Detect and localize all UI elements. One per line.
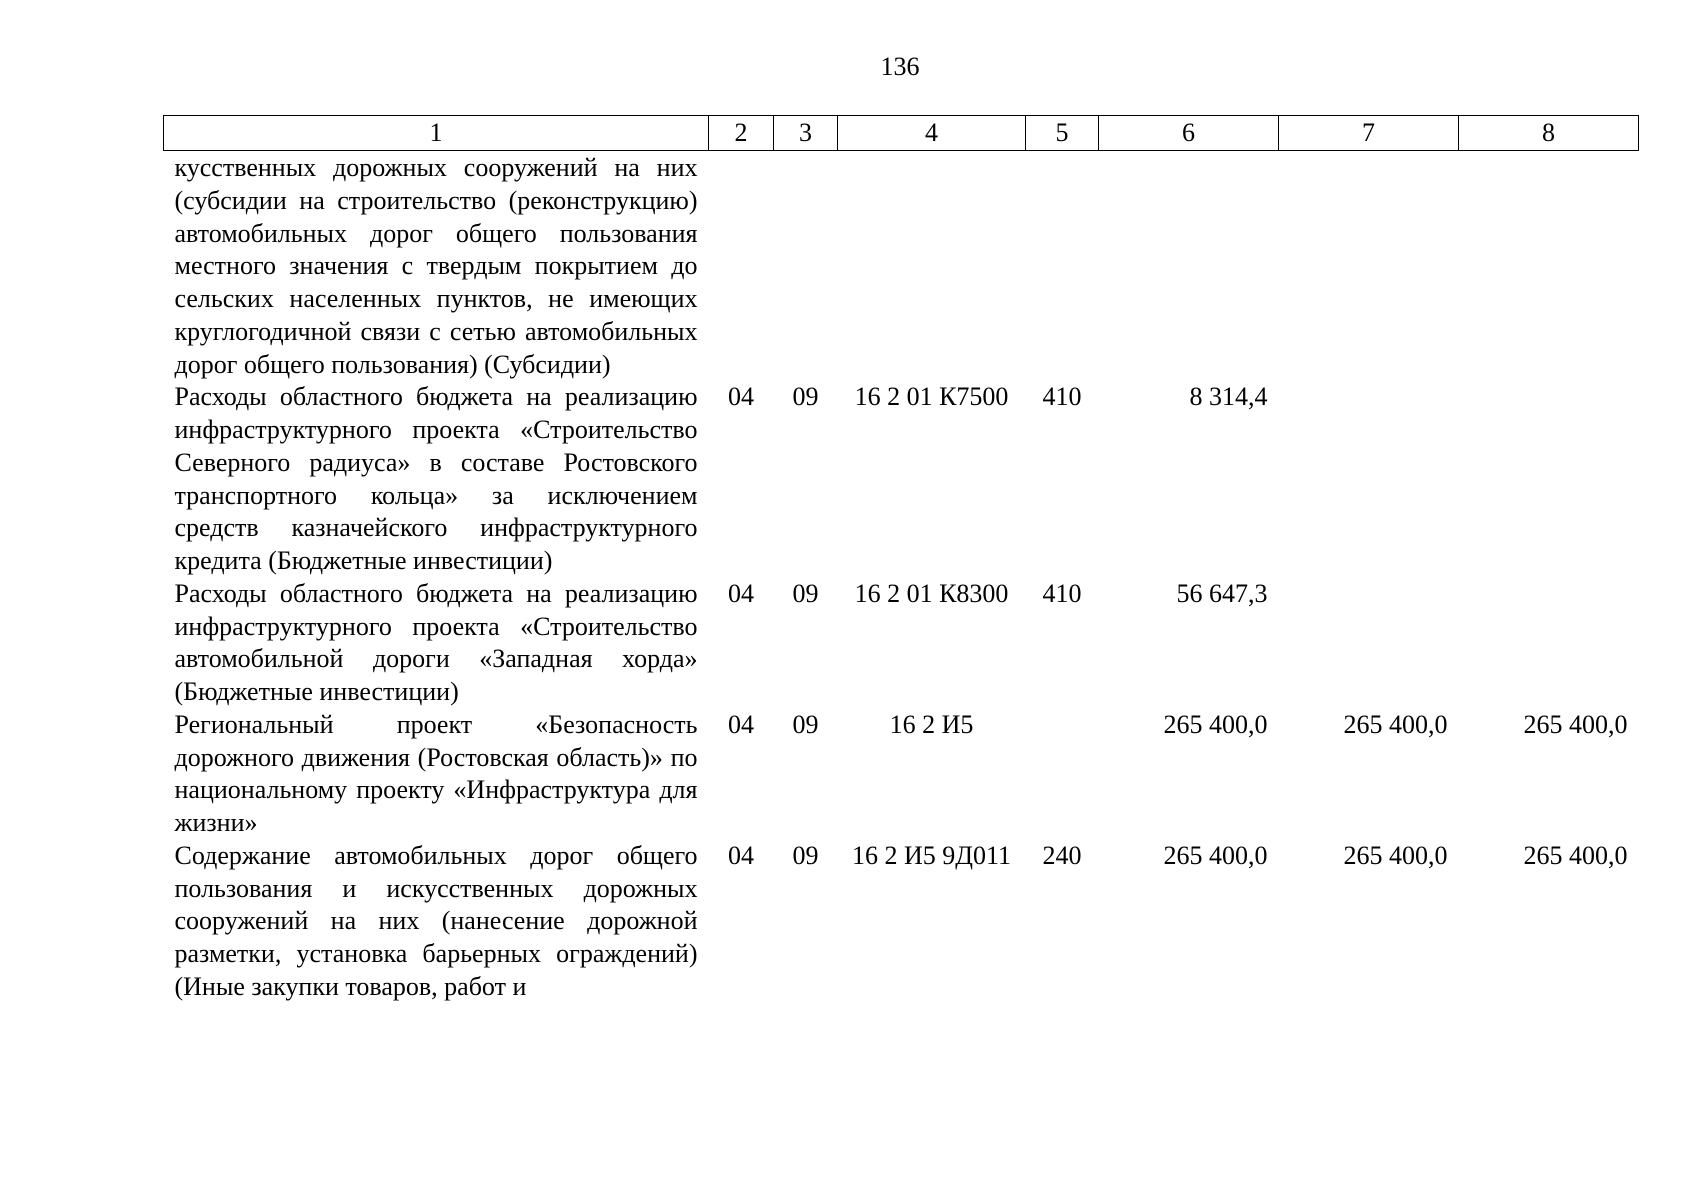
- section-code: 04: [728, 840, 754, 870]
- amount-col-6: 8 314,4: [1189, 382, 1268, 412]
- column-number-header-row: [164, 116, 1639, 151]
- column-header-5: 5: [1026, 116, 1099, 151]
- row-description: Расходы областного бюджета на реализацию инфраструктурного проекта «Строительство автомобильной дороги «Западная хорда» (Бюджетные инвестиции): [174, 578, 698, 706]
- amount-col-7: [1279, 578, 1459, 709]
- section-code: [709, 151, 774, 382]
- expense-type-code: 410: [1042, 382, 1082, 412]
- column-header-6: 6: [1099, 116, 1279, 151]
- amount-col-8: 265 400,0: [1523, 840, 1628, 870]
- table-row: [164, 840, 1639, 1004]
- target-article-code: 16 2 И5 9Д011: [851, 840, 1012, 870]
- target-article-code: 16 2 01 К8300: [854, 578, 1009, 608]
- expense-type-code: [1026, 709, 1099, 840]
- amount-col-8: [1459, 151, 1639, 382]
- row-description: кусственных дорожных сооружений на них (субсидии на строительство (реконструкцию) автомобильных дорог общего пользования местного значения с твердым покрытием до сельских населенных пунктов, не имеющих круглогодичной связи с сетью автомобильных дорог общего пользования) (Субсидии): [174, 153, 698, 379]
- page-number: 136: [880, 52, 920, 81]
- amount-col-7: [1279, 381, 1459, 578]
- section-code: 04: [728, 382, 754, 412]
- amount-col-6: [1099, 151, 1279, 382]
- table-row: [164, 709, 1639, 840]
- column-header-4: 4: [838, 116, 1026, 151]
- amount-col-7: 265 400,0: [1343, 709, 1448, 739]
- amount-col-6: 265 400,0: [1163, 709, 1268, 739]
- subsection-code: 09: [792, 382, 819, 412]
- subsection-code: 09: [792, 840, 819, 870]
- row-description: Расходы областного бюджета на реализацию инфраструктурного проекта «Строительство Северного радиуса» в составе Ростовского транспортного кольца» за исключением средств казначейского инфраструктурного кредита (Бюджетные инвестиции): [174, 382, 698, 575]
- target-article-code: 16 2 01 К7500: [854, 382, 1009, 412]
- row-description: Содержание автомобильных дорог общего пользования и искусственных дорожных сооружений на них (нанесение дорожной разметки, установка барьерных ограждений) (Иные закупки товаров, работ и: [174, 840, 698, 1001]
- amount-col-8: 265 400,0: [1523, 709, 1628, 739]
- amount-col-7: 265 400,0: [1343, 840, 1448, 870]
- table-row: [164, 578, 1639, 709]
- amount-col-6: 265 400,0: [1163, 840, 1268, 870]
- table-row: [164, 381, 1639, 578]
- table-row: [164, 151, 1639, 382]
- subsection-code: 09: [792, 709, 819, 739]
- amount-col-8: [1459, 381, 1639, 578]
- expense-type-code: 410: [1042, 578, 1082, 608]
- column-header-2: 2: [709, 116, 774, 151]
- subsection-code: [774, 151, 838, 382]
- section-code: 04: [728, 709, 754, 739]
- amount-col-8: [1459, 578, 1639, 709]
- column-header-7: 7: [1279, 116, 1459, 151]
- expense-type-code: 240: [1042, 840, 1082, 870]
- amount-col-6: 56 647,3: [1176, 578, 1268, 608]
- column-header-1: 1: [164, 116, 709, 151]
- target-article-code: 16 2 И5: [889, 709, 974, 739]
- budget-table: [163, 115, 1639, 1004]
- expense-type-code: [1026, 151, 1099, 382]
- subsection-code: 09: [792, 578, 819, 608]
- column-header-3: 3: [774, 116, 838, 151]
- row-description: Региональный проект «Безопасность дорожного движения (Ростовская область)» по национальному проекту «Инфраструктура для жизни»: [174, 709, 698, 837]
- section-code: 04: [728, 578, 754, 608]
- target-article-code: [838, 151, 1026, 382]
- amount-col-7: [1279, 151, 1459, 382]
- column-header-8: 8: [1459, 116, 1639, 151]
